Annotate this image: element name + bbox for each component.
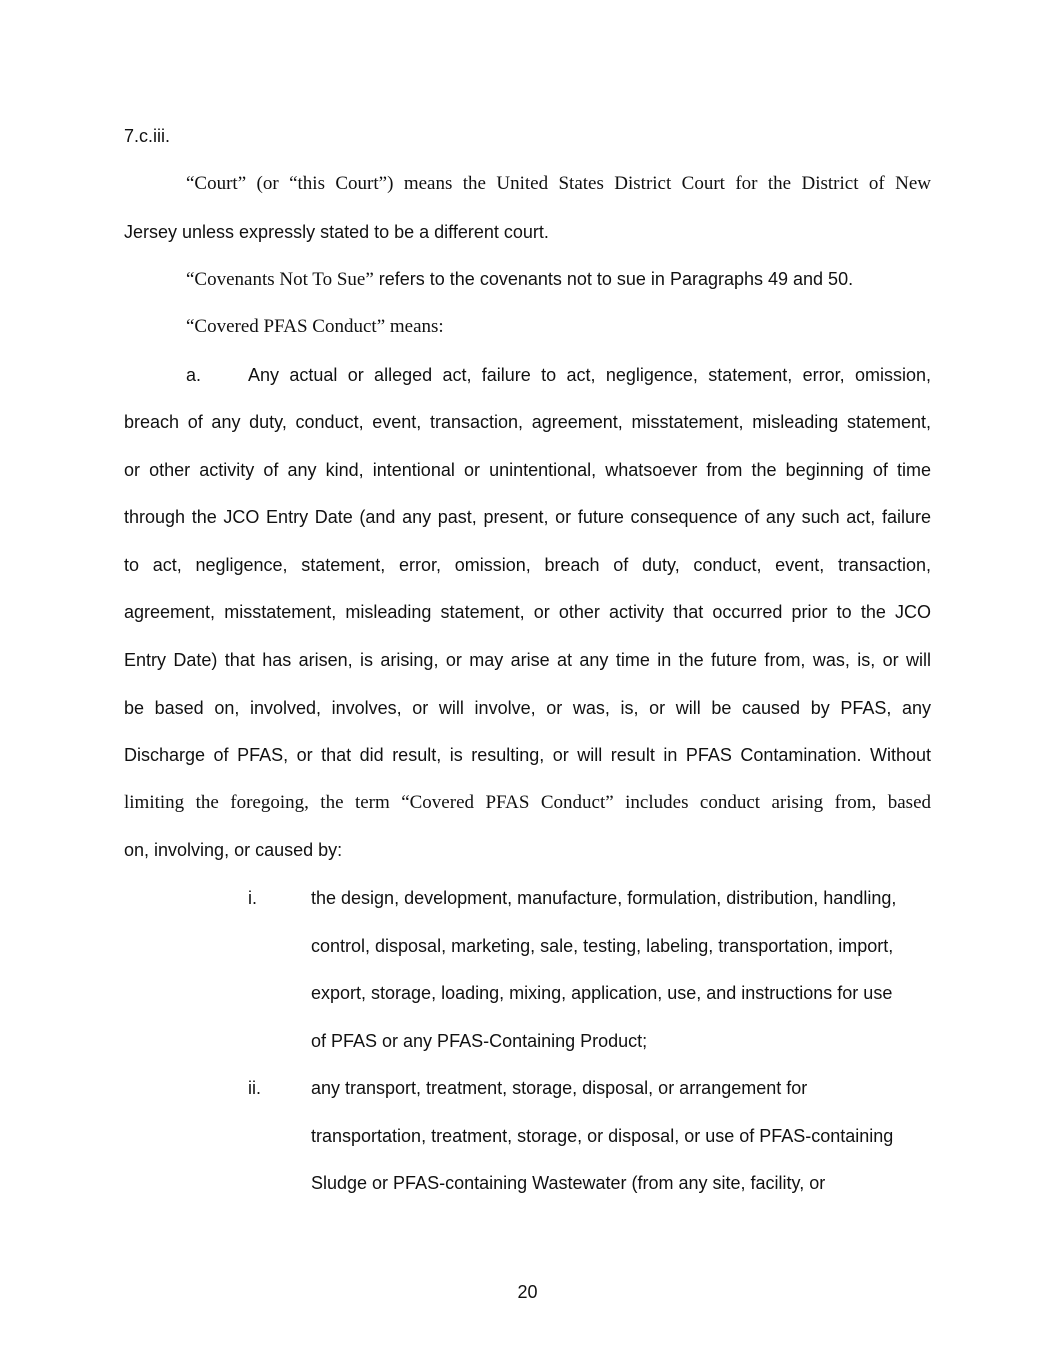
item-a-line-1 bbox=[186, 363, 931, 387]
item-a-line-5: to act, negligence, statement, error, omission, breach of duty, conduct, event, transaction, bbox=[124, 555, 931, 575]
item-a-line-3: or other activity of any kind, intentional or unintentional, whatsoever from the beginning of time bbox=[124, 460, 931, 480]
sub-item-i-marker: i. bbox=[248, 888, 257, 908]
sub-item-ii-line-2: transportation, treatment, storage, or disposal, or use of PFAS-containing bbox=[311, 1126, 894, 1146]
item-a-line-10: limiting the foregoing, the term “Covered PFAS Conduct” includes conduct arising from, based bbox=[124, 792, 931, 813]
page-number: 20 bbox=[517, 1282, 538, 1302]
sub-item-i-line-2: control, disposal, marketing, sale, testing, labeling, transportation, import, bbox=[311, 936, 894, 956]
item-a-first-text: Any actual or alleged act, failure to act, negligence, statement, error, omission, bbox=[248, 365, 931, 385]
sub-item-ii-line-3: Sludge or PFAS-containing Wastewater (from any site, facility, or bbox=[311, 1173, 826, 1193]
item-a-line-9: Discharge of PFAS, or that did result, is resulting, or will result in PFAS Contamination. Without bbox=[124, 745, 931, 765]
sub-item-i-line-4: of PFAS or any PFAS-Containing Product; bbox=[311, 1031, 648, 1051]
sub-item-ii-marker: ii. bbox=[248, 1078, 261, 1098]
item-a-line-7: Entry Date) that has arisen, is arising, or may arise at any time in the future from, was, is, or will bbox=[124, 650, 931, 670]
section-reference: 7.c.iii. bbox=[124, 126, 171, 146]
court-definition-line-2: Jersey unless expressly stated to be a different court. bbox=[124, 222, 549, 242]
item-a-line-6: agreement, misstatement, misleading statement, or other activity that occurred prior to the JCO bbox=[124, 602, 931, 622]
covenants-term: “Covenants Not To Sue” bbox=[186, 269, 374, 290]
covenants-definition bbox=[186, 267, 931, 292]
covered-conduct-heading: “Covered PFAS Conduct” means: bbox=[186, 316, 444, 337]
covenants-text: refers to the covenants not to sue in Paragraphs 49 and 50. bbox=[373, 269, 854, 289]
sub-item-ii-line-1: any transport, treatment, storage, disposal, or arrangement for bbox=[311, 1078, 808, 1098]
item-a-line-11: on, involving, or caused by: bbox=[124, 840, 343, 860]
sub-item-i-line-1: the design, development, manufacture, formulation, distribution, handling, bbox=[311, 888, 897, 908]
item-a-marker: a. bbox=[186, 365, 202, 385]
court-definition-line-1: “Court” (or “this Court”) means the United States District Court for the District of New bbox=[186, 173, 931, 194]
sub-item-i-line-3: export, storage, loading, mixing, application, use, and instructions for use bbox=[311, 983, 893, 1003]
item-a-line-4: through the JCO Entry Date (and any past, present, or future consequence of any such act, failure bbox=[124, 507, 931, 527]
item-a-line-8: be based on, involved, involves, or will involve, or was, is, or will be caused by PFAS, any bbox=[124, 698, 931, 718]
item-a-line-2: breach of any duty, conduct, event, transaction, agreement, misstatement, misleading statement, bbox=[124, 412, 931, 432]
